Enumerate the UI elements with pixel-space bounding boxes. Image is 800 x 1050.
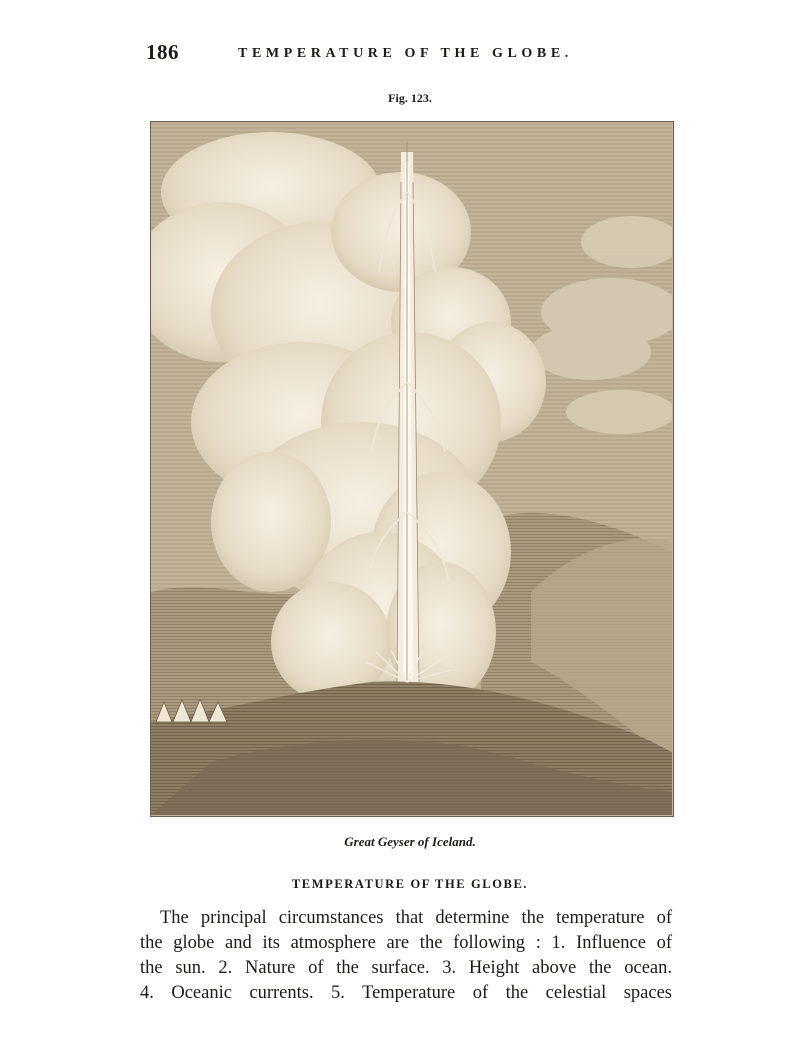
geyser-engraving xyxy=(150,121,674,817)
body-line: the globe and its atmosphere are the following : 1. Influence of xyxy=(140,933,672,953)
body-line: the sun. 2. Nature of the surface. 3. Height above the ocean. xyxy=(140,958,672,978)
page-number: 186 xyxy=(146,40,179,64)
body-line: The principal circumstances that determine the temperature of xyxy=(160,908,672,928)
body-paragraph xyxy=(140,906,672,1006)
section-heading: TEMPERATURE OF THE GLOBE. xyxy=(291,877,529,891)
running-title: TEMPERATURE OF THE GLOBE. xyxy=(238,46,573,61)
figure-label: Fig. 123. xyxy=(388,91,432,105)
body-line: 4. Oceanic currents. 5. Temperature of the celestial spaces xyxy=(140,983,672,1003)
figure-caption: Great Geyser of Iceland. xyxy=(344,834,476,849)
